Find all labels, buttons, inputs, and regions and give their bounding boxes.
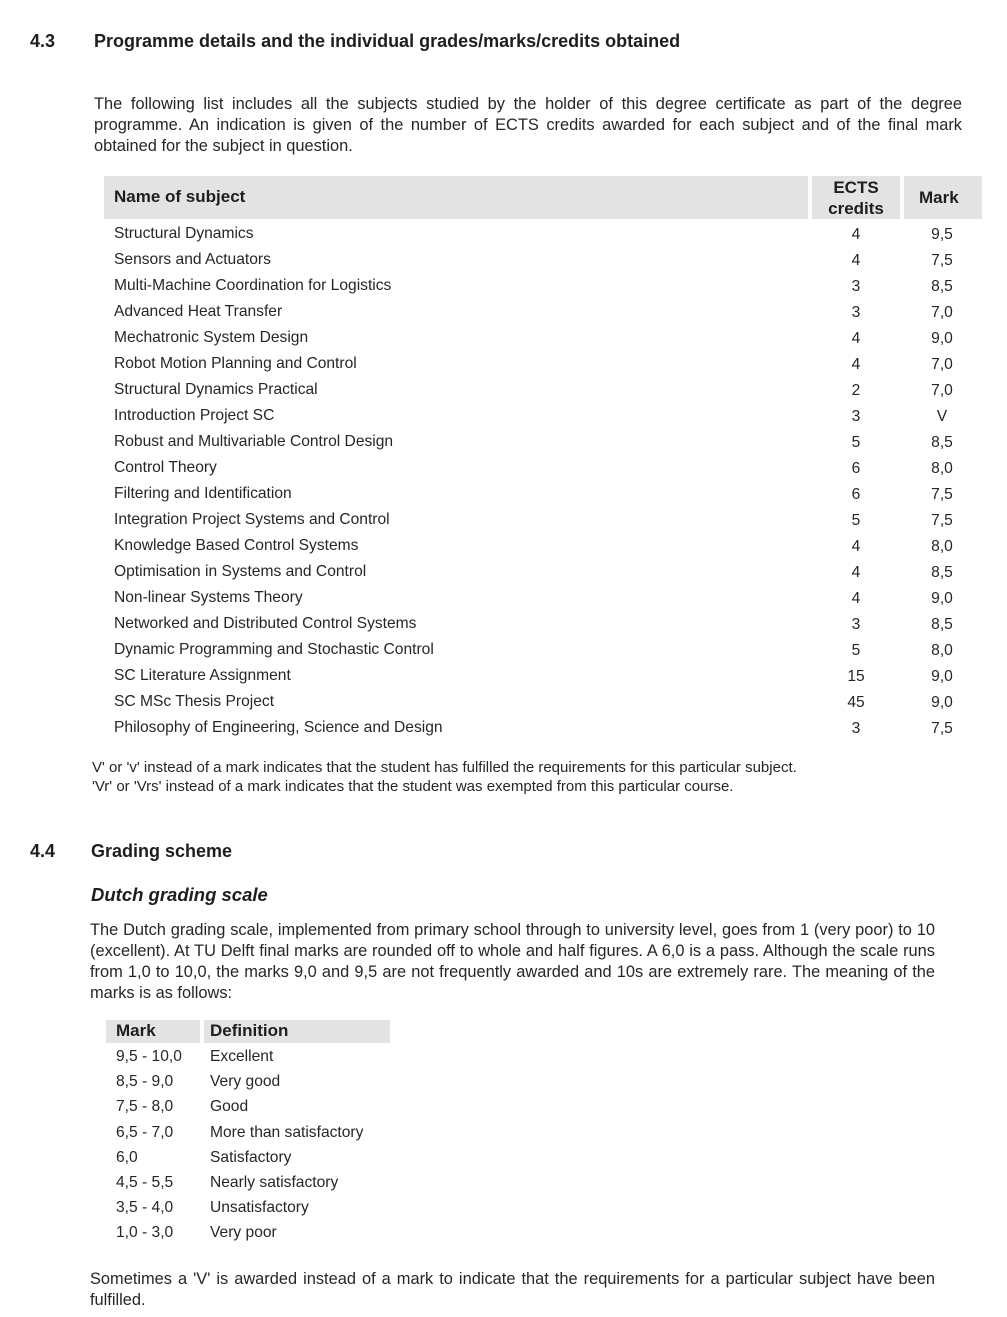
table-row	[104, 378, 982, 404]
table-row	[104, 430, 982, 456]
grade-range: 7,5 - 8,0	[116, 1098, 174, 1116]
subject-mark: 8,0	[931, 460, 953, 477]
subject-mark: 9,0	[931, 668, 953, 685]
subject-credits: 45	[847, 694, 865, 711]
table-row	[104, 248, 982, 274]
table-row	[106, 1122, 406, 1147]
grade-definition: Very poor	[210, 1224, 277, 1242]
grade-definition: Very good	[210, 1073, 281, 1091]
table-row	[104, 716, 982, 742]
subject-name: Sensors and Actuators	[114, 251, 271, 268]
table-row	[104, 664, 982, 690]
subject-credits: 3	[851, 408, 861, 425]
grade-definition: More than satisfactory	[210, 1123, 364, 1141]
subject-name: Integration Project Systems and Control	[114, 511, 390, 528]
grading-closing: Sometimes a 'V' is awarded instead of a mark to indicate that the requirements for a particular subject have been fulfilled.	[90, 1270, 935, 1309]
subject-name: Robot Motion Planning and Control	[114, 355, 357, 372]
subject-credits: 3	[851, 616, 861, 633]
subject-name: Structural Dynamics	[114, 225, 254, 242]
subjects-table-header	[104, 176, 982, 219]
header-name-of-subject: Name of subject	[104, 176, 810, 219]
table-row	[106, 1147, 406, 1172]
subject-credits: 5	[851, 642, 861, 659]
grade-range: 9,5 - 10,0	[116, 1048, 182, 1065]
table-row	[104, 404, 982, 430]
header-definition: Definition	[204, 1020, 390, 1043]
note-vr: 'Vr' or 'Vrs' instead of a mark indicates that the student was exempted from this particular course.	[92, 778, 734, 795]
subject-mark: 7,0	[931, 382, 953, 399]
subject-mark: 8,5	[931, 564, 953, 581]
grade-range: 3,5 - 4,0	[116, 1199, 174, 1217]
table-row	[106, 1172, 406, 1197]
subject-mark: 9,0	[931, 330, 953, 347]
subject-name: Control Theory	[114, 459, 217, 476]
subject-mark: 9,0	[931, 694, 953, 711]
subject-mark: 8,5	[931, 278, 953, 295]
subject-name: Multi-Machine Coordination for Logistics	[114, 277, 392, 294]
subject-name: Networked and Distributed Control Systems	[114, 615, 417, 632]
section-subtitle: Dutch grading scale	[91, 884, 268, 905]
subject-credits: 4	[851, 538, 861, 555]
subject-name: Mechatronic System Design	[114, 329, 309, 346]
subject-mark: 9,0	[931, 590, 953, 607]
subject-credits: 3	[851, 304, 861, 321]
grade-range: 1,0 - 3,0	[116, 1224, 174, 1242]
table-row	[106, 1197, 406, 1222]
table-row	[104, 586, 982, 612]
section-intro: The following list includes all the subjects studied by the holder of this degree certificate as part of the degree programme. An indication is given of the number of ECTS credits awarded for each subject and of the final mark obtained for the subject in question.	[94, 95, 962, 155]
subject-name: Non-linear Systems Theory	[114, 589, 303, 606]
section-number: 4.3	[30, 31, 56, 51]
subject-mark: 7,0	[931, 356, 953, 373]
subject-name: Robust and Multivariable Control Design	[114, 433, 394, 450]
subject-mark: 7,5	[931, 252, 953, 269]
subject-credits: 3	[851, 278, 861, 295]
grade-range: 4,5 - 5,5	[116, 1173, 174, 1191]
subject-mark: 8,0	[931, 642, 953, 659]
subject-mark: 9,5	[931, 226, 953, 243]
table-row	[104, 222, 982, 248]
grade-definition: Good	[210, 1098, 249, 1116]
subject-name: Philosophy of Engineering, Science and Design	[114, 719, 443, 736]
subject-credits: 4	[851, 564, 861, 581]
subject-credits: 15	[847, 668, 865, 685]
subject-mark: 7,5	[931, 720, 953, 737]
section-number: 4.4	[30, 841, 56, 861]
table-row	[106, 1071, 406, 1096]
subject-mark: 8,5	[931, 434, 953, 451]
table-row	[104, 638, 982, 664]
header-divider	[808, 176, 812, 219]
grading-table-header	[106, 1020, 390, 1043]
table-row	[104, 300, 982, 326]
table-row	[104, 352, 982, 378]
table-row	[104, 508, 982, 534]
table-row	[104, 482, 982, 508]
subject-name: Optimisation in Systems and Control	[114, 563, 367, 580]
table-row	[104, 690, 982, 716]
subject-credits: 5	[851, 434, 861, 451]
table-row	[106, 1046, 406, 1071]
subject-name: Filtering and Identification	[114, 485, 292, 502]
grading-intro: The Dutch grading scale, implemented from primary school through to university level, goes from 1 (very poor) to 10 (excellent). At TU Delft final marks are rounded off to whole and half figures. A 6,0 is a pass. Although the scale runs from 1,0 to 10,0, the marks 9,0 and 9,5 are not frequently awarded and 10s are extremely rare. The meaning of the marks is as follows:	[90, 921, 935, 1002]
subject-name: SC MSc Thesis Project	[114, 693, 275, 710]
subject-name: Dynamic Programming and Stochastic Control	[114, 641, 434, 658]
header-ects-credits: ECTS credits	[810, 176, 902, 219]
subject-name: Introduction Project SC	[114, 407, 275, 424]
subject-credits: 4	[851, 252, 861, 269]
note-v: V' or 'v' instead of a mark indicates that the student has fulfilled the requirements for this particular subject.	[92, 759, 797, 776]
subject-mark: 7,5	[931, 486, 953, 503]
subject-credits: 6	[851, 486, 861, 503]
table-row	[104, 456, 982, 482]
subject-credits: 2	[851, 382, 861, 399]
header-mark: Mark	[902, 176, 982, 219]
grade-definition: Nearly satisfactory	[210, 1173, 339, 1191]
subject-credits: 4	[851, 226, 861, 243]
subject-name: Structural Dynamics Practical	[114, 381, 318, 398]
subject-credits: 4	[851, 590, 861, 607]
table-row	[104, 274, 982, 300]
subjects-table-body	[104, 222, 982, 742]
table-row	[104, 560, 982, 586]
grade-definition: Excellent	[210, 1048, 274, 1065]
grade-definition: Unsatisfactory	[210, 1199, 309, 1217]
subject-name: Advanced Heat Transfer	[114, 303, 283, 320]
subject-credits: 3	[851, 720, 861, 737]
subject-credits: 4	[851, 356, 861, 373]
table-row	[104, 534, 982, 560]
subject-mark: 7,5	[931, 512, 953, 529]
subject-mark: V	[936, 408, 948, 425]
grade-range: 6,0	[116, 1148, 138, 1166]
grade-range: 8,5 - 9,0	[116, 1073, 174, 1091]
subject-credits: 5	[851, 512, 861, 529]
subject-mark: 8,5	[931, 616, 953, 633]
grade-range: 6,5 - 7,0	[116, 1123, 174, 1141]
table-row	[104, 612, 982, 638]
section-title: Programme details and the individual grades/marks/credits obtained	[94, 31, 681, 51]
grade-definition: Satisfactory	[210, 1148, 292, 1166]
subject-credits: 4	[851, 330, 861, 347]
header-mark: Mark	[106, 1020, 200, 1043]
subject-mark: 8,0	[931, 538, 953, 555]
subject-name: Knowledge Based Control Systems	[114, 537, 359, 554]
subject-name: SC Literature Assignment	[114, 667, 291, 684]
subject-mark: 7,0	[931, 304, 953, 321]
table-row	[104, 326, 982, 352]
subject-credits: 6	[851, 460, 861, 477]
section-title: Grading scheme	[91, 841, 233, 861]
table-row	[106, 1222, 406, 1247]
table-row	[106, 1096, 406, 1121]
grading-table-body	[106, 1046, 406, 1248]
header-divider	[900, 176, 904, 219]
